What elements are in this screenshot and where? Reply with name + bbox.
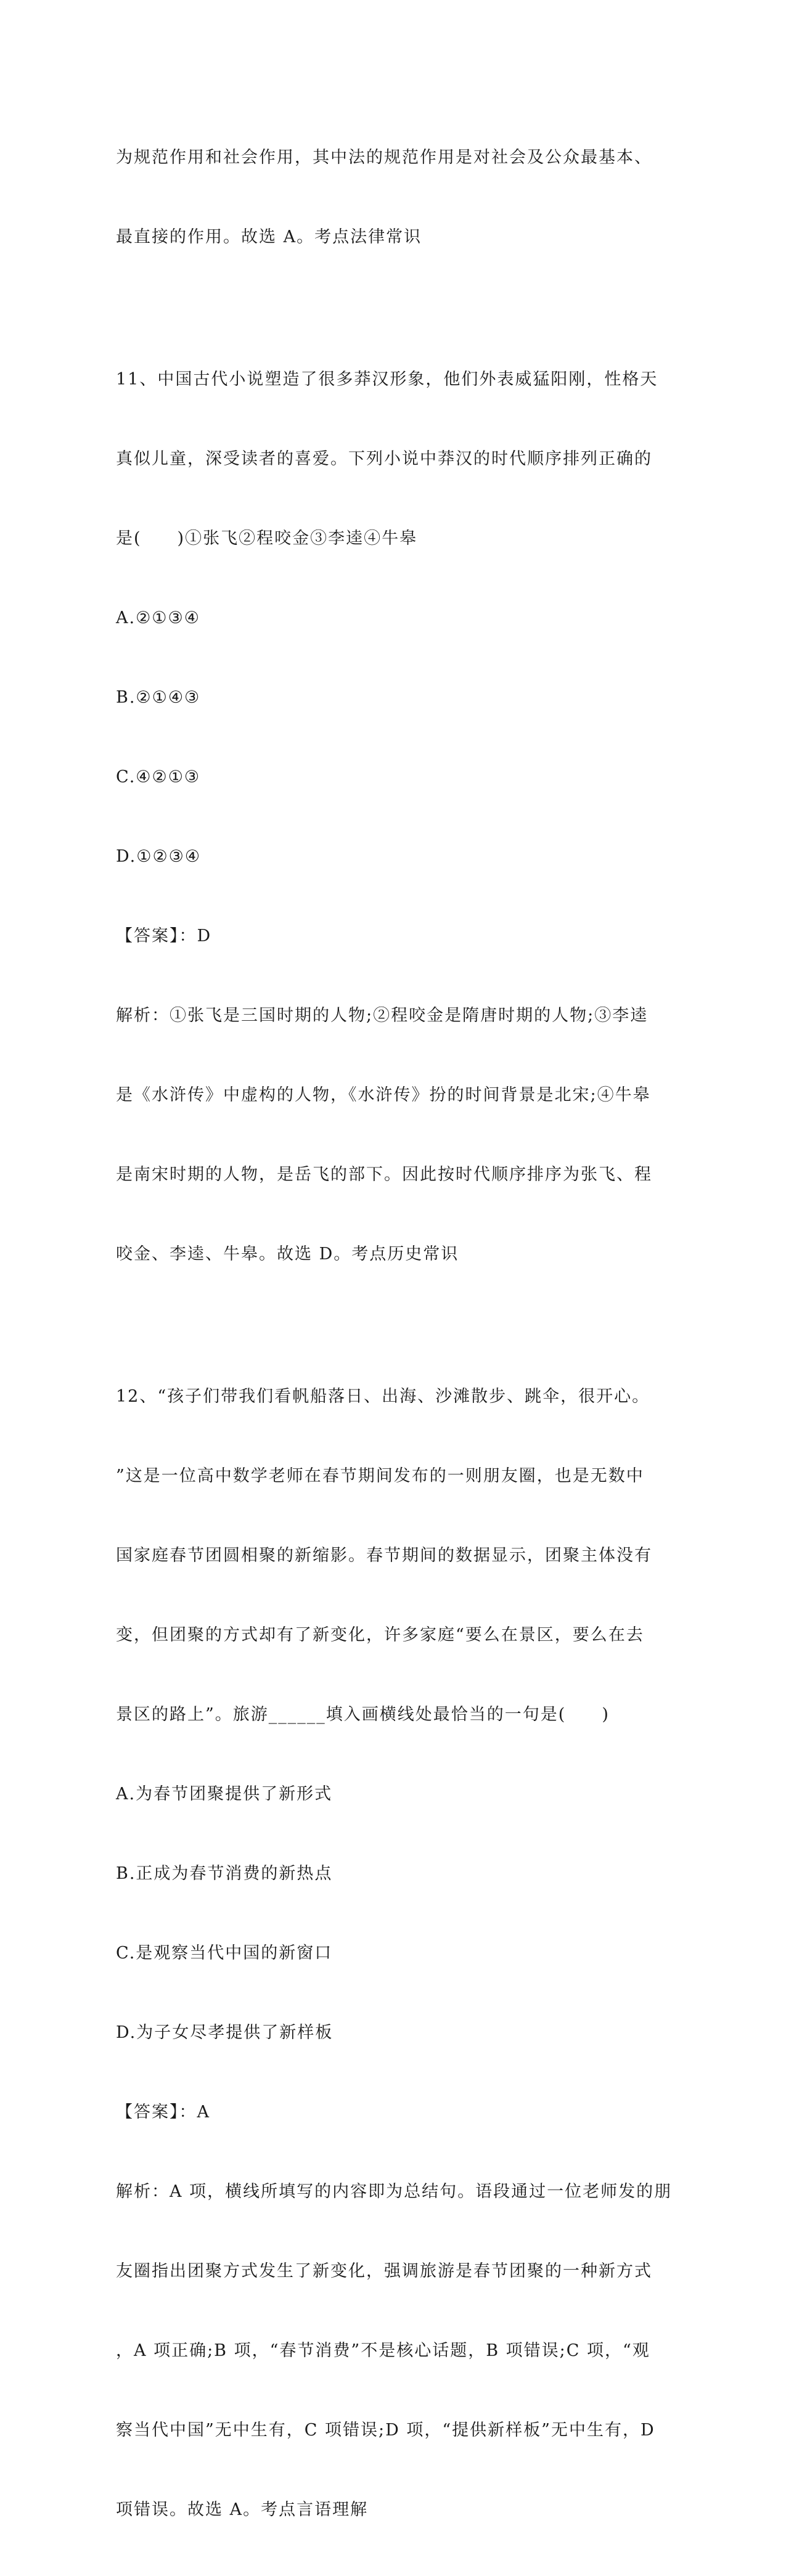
question-12-stem-line: 12、“孩子们带我们看帆船落日、出海、沙滩散步、跳伞，很开心。 [116,1387,650,1406]
question-12-analysis-line: 友圈指出团聚方式发生了新变化，强调旅游是春节团聚的一种新方式 [116,2262,652,2281]
question-12-analysis-line: 察当代中国”无中生有，C 项错误;D 项，“提供新样板”无中生有，D [116,2421,655,2440]
question-11-analysis-line: 解析：①张飞是三国时期的人物;②程咬金是隋唐时期的人物;③李逵 [116,1006,649,1025]
intro-line: 为规范作用和社会作用，其中法的规范作用是对社会及公众最基本、 [116,148,652,167]
intro-line: 最直接的作用。故选 A。考点法律常识 [116,227,422,247]
question-11-option-b: B.②①④③ [116,688,201,707]
question-12-analysis-line: ，A 项正确;B 项，“春节消费”不是核心话题，B 项错误;C 项，“观 [116,2341,650,2360]
question-12-option-d: D.为子女尽孝提供了新样板 [116,2023,334,2042]
question-12-option-b: B.正成为春节消费的新热点 [116,1864,333,1883]
question-12-stem-line: 国家庭春节团圆相聚的新缩影。春节期间的数据显示，团聚主体没有 [116,1546,652,1565]
question-11-stem-line: 11、中国古代小说塑造了很多莽汉形象，他们外表威猛阳刚，性格天 [116,370,658,389]
question-12-option-c: C.是观察当代中国的新窗口 [116,1944,333,1963]
question-11-option-c: C.④②①③ [116,767,201,787]
question-12-option-a: A.为春节团聚提供了新形式 [116,1785,333,1804]
question-12-stem-line: 景区的路上”。旅游______填入画横线处最恰当的一句是( ) [116,1705,610,1724]
question-12-stem-line: 变，但团聚的方式却有了新变化，许多家庭“要么在景区，要么在去 [116,1625,644,1645]
question-11-analysis-line: 是《水浒传》中虚构的人物，《水浒传》扮的时间背景是北宋;④牛皋 [116,1086,651,1105]
question-12-analysis-line: 解析：A 项，横线所填写的内容即为总结句。语段通过一位老师发的朋 [116,2182,673,2201]
question-11 [116,313,671,1320]
question-11-option-d: D.①②③④ [116,847,202,866]
document-body [116,91,671,2576]
question-11-stem-line: 真似儿童，深受读者的喜爱。下列小说中莽汉的时代顺序排列正确的 [116,449,652,468]
question-11-stem-line: 是( )①张飞②程咬金③李逵④牛皋 [116,529,418,548]
question-11-analysis-line: 咬金、李逵、牛皋。故选 D。考点历史常识 [116,1245,459,1264]
question-12 [116,1330,671,2576]
question-12-answer: 【答案】：A [116,2103,210,2122]
question-11-answer: 【答案】：D [116,926,212,946]
question-11-option-a: A.②①③④ [116,608,200,628]
question-12-analysis-line: 项错误。故选 A。考点言语理解 [116,2500,369,2519]
question-12-stem-line: ”这是一位高中数学老师在春节期间发布的一则朋友圈，也是无数中 [116,1466,644,1486]
question-11-analysis-line: 是南宋时期的人物，是岳飞的部下。因此按时代顺序排序为张飞、程 [116,1165,652,1184]
intro-paragraph [116,91,671,303]
